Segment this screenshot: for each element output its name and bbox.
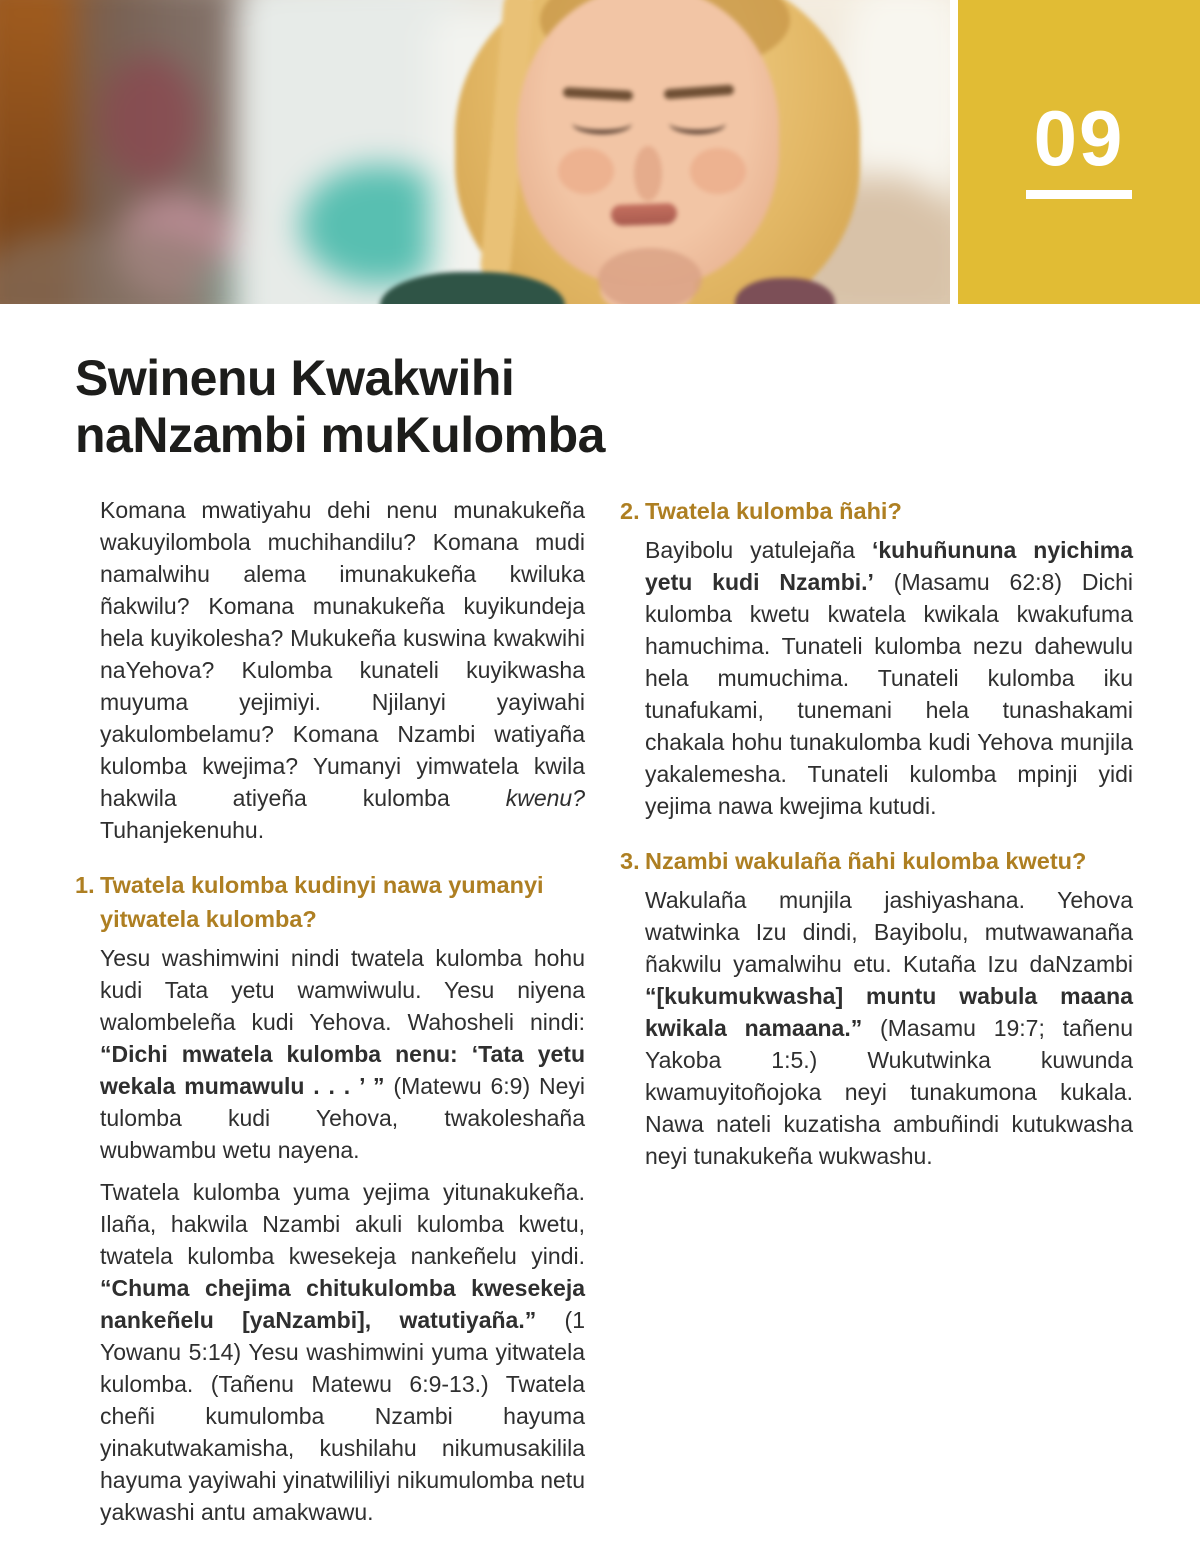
section-3-paragraph-1: Wakulaña munjila jashiyashana. Yehova watwinka Izu dindi, Bayibolu, mutwawanaña ñakwilu yamalwihu etu. Kutaña Izu daNzambi “[kukumukwasha] muntu wabula maana kwikala namaana.” (Masamu 19:7; tañenu Yakoba 1:5.) Wukutwinka kuwunda kwamuyitoñojoka neyi tunakumona kukala. Nawa nateli kuzatisha ambuñindi kutukwasha neyi tunakukeña wukwashu. [645,887,1133,1169]
photo-face [517,0,779,286]
section-2-paragraph-1: Bayibolu yatulejaña ‘kuhuñununa nyichima yetu kudi Nzambi.’ (Masamu 62:8) Dichi kulomba kwetu kwatela kwikala kwakufuma hamuchima. Tunateli kulomba nezu dahewulu hela mumuchima. Tunateli kulomba iku tunafukami, tunemani hela tunashakami chakala hohu tunakulomba kudi Yehova munjila yakalemesha. Tunateli kulomba mpinji yidi yejima nawa kwejima kutudi. [645,537,1133,819]
hero [0,0,1200,304]
section-2-heading [620,494,1133,528]
section-2-title: Twatela kulomba ñahi? [645,498,902,524]
article-columns [75,494,1200,1538]
photo-subject [0,0,950,304]
section-2 [620,494,1133,822]
photo-nose [634,146,662,201]
photo-lips [611,203,678,226]
photo-closed-eye [572,112,632,134]
hero-photo-woman-praying [0,0,950,304]
photo-cheek [690,148,746,194]
hero-gap [950,0,958,304]
section-1-paragraph-1: Yesu washimwini nindi twatela kulomba hohu kudi Tata yetu wamwiwulu. Yesu niyena walombeleña kudi Yehova. Wahosheli nindi: “Dichi mwatela kulomba nenu: ‘Tata yetu wekala mumawulu . . . ’ ” (Matewu 6:9) Neyi tulomba kudi Yehova, twakoleshaña wubwambu wetu nayena. [100,945,585,1163]
column-left [75,494,585,1538]
title-line-2: naNzambi muKulomba [75,407,605,463]
section-1 [75,868,585,1528]
lesson-number-box [958,0,1200,304]
section-1-paragraph-2: Twatela kulomba yuma yejima yitunakukeña. Ilaña, hakwila Nzambi akuli kulomba kwetu, twatela kulomba kwesekeja nankeñelu yindi. “Chuma chejima chitukulomba kwesekeja nankeñelu [yaNzambi], watutiyaña.” (1 Yowanu 5:14) Yesu washimwini yuma yitwatela kulomba. (Tañenu Matewu 6:9-13.) Twatela cheñi kumulomba Nzambi hayuma yinakutwakamisha, kushilahu nikumusakilila hayuma yayiwahi yinatwililiyi nikumulomba netu yakwashi antu amakwawu. [100,1179,586,1525]
section-2-number: 2. [620,498,640,524]
section-3-number: 3. [620,848,640,874]
lesson-number-underline [1026,190,1132,199]
section-1-title: Twatela kulomba kudinyi nawa yumanyi yitwatela kulomba? [100,872,544,932]
section-3-heading [620,844,1133,878]
intro-paragraph: Komana mwatiyahu dehi nenu munakukeña wakuyilombola muchihandilu? Komana mudi namalwihu alema imunakukeña kwiluka ñakwilu? Komana munakukeña kuyikundeja hela kuyikolesha? Mukukeña kuswina kwakwihi naYehova? Kulomba kunateli kuyikwasha muyuma yejimiyi. Njilanyi yayiwahi yakulombelamu? Komana Nzambi watiyaña kulomba kwejima? Yumanyi yimwatela kwila hakwila atiyeña kulomba kwenu? Tuhanjekenuhu. [100,497,585,843]
section-3-title: Nzambi wakulaña ñahi kulomba kwetu? [645,848,1087,874]
section-1-heading [75,868,585,936]
page-title [75,350,1125,464]
photo-closed-eye [669,112,726,134]
photo-chin-shadow [598,248,702,304]
section-1-number: 1. [75,872,95,898]
section-3 [620,844,1133,1172]
lesson-number: 09 [1033,94,1125,182]
photo-cheek [558,148,614,194]
column-right [620,494,1133,1538]
title-line-1: Swinenu Kwakwihi [75,350,515,406]
